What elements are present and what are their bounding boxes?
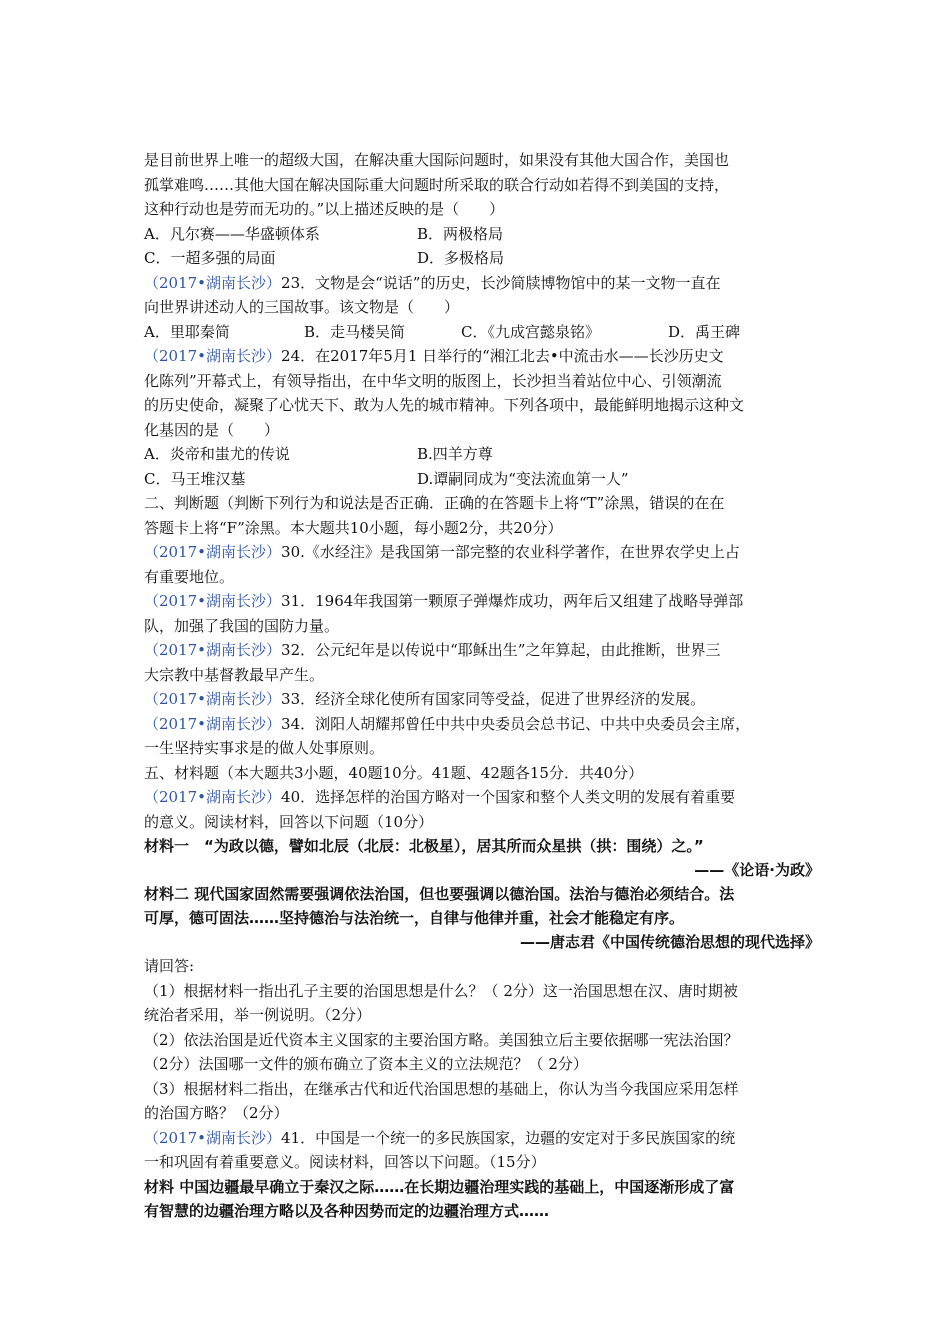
q40-subquestion: 统治者采用，举一例说明。（2分） — [144, 1006, 372, 1024]
source-tag: （2017•湖南长沙） — [144, 273, 282, 292]
q40-source-1: ——《论语·为政》 — [694, 861, 820, 879]
q23-text-line: 向世界讲述动人的三国故事。该文物是（ ） — [144, 298, 460, 316]
q22-text-line: 是目前世界上唯一的超级大国，在解决重大国际问题时，如果没有其他大国合作，美国也 — [144, 151, 730, 169]
q40-material-2: 材料二 现代国家固然需要强调依法治国，但也要强调以德治国。法治与德治必须结合。法 — [144, 885, 735, 903]
q24-text-line: 的历史使命，凝聚了心忧天下、敢为人先的城市精神。下列各项中，最能鲜明地揭示这种文 — [144, 396, 745, 414]
q40-text-line: 的意义。阅读材料，回答以下问题（10分） — [144, 812, 434, 831]
q40-prompt: 请回答: — [144, 957, 195, 975]
q40-material-1: 材料一 “为政以德，譬如北辰（北辰：北极星），居其所而众星拱（拱：围绕）之。” — [144, 837, 704, 855]
q23-text-line — [144, 271, 820, 296]
q24-text-line — [144, 344, 820, 369]
q40-material-2: 可厚，德可固法……坚持德治与法治统一，自律与他律并重，社会才能稳定有序。 — [144, 909, 685, 927]
source-tag: （2017•湖南长沙） — [144, 592, 282, 610]
q24-text-line: 化基因的是（ ） — [144, 420, 280, 439]
q41-material: 材料 中国边疆最早确立于秦汉之际……在长期边疆治理实践的基础上，中国逐渐形成了富 — [144, 1177, 735, 1196]
q41-material: 有智慧的边疆治理方略以及各种因势而定的边疆治理方式…… — [144, 1201, 550, 1220]
section-2-heading: 答题卡上将“F”涂黑。本大题共10小题，每小题2分，共20分） — [144, 518, 563, 537]
q32-text: 32．公元纪年是以传说中“耶稣出生”之年算起，由此推断，世界三 — [281, 641, 721, 659]
q41-text: 41．中国是一个统一的多民族国家，边疆的安定对于多民族国家的统 — [281, 1128, 736, 1147]
q32-text-line — [144, 638, 820, 663]
q34-text: 34．浏阳人胡耀邦曾任中共中央委员会总书记、中共中央委员会主席， — [281, 714, 751, 733]
q34-text-line — [144, 712, 820, 737]
q24-option-d: D.谭嗣同成为“变法流血第一人” — [417, 469, 629, 488]
q22-option-a: A．凡尔赛——华盛顿体系 — [144, 224, 320, 243]
q31-text: 31．1964年我国第一颗原子弹爆炸成功，两年后又组建了战略导弹部 — [281, 592, 744, 610]
q31-text-line: 队，加强了我国的国防力量。 — [144, 616, 340, 635]
q30-text-line — [144, 540, 820, 565]
q41-text-line — [144, 1126, 820, 1151]
q24-option-b: B.四羊方尊 — [417, 445, 493, 463]
q23-text: 23．文物是会“说话”的历史，长沙简牍博物馆中的某一文物一直在 — [281, 273, 721, 292]
q23-option-d: D．禹王碑 — [668, 322, 741, 341]
q40-subquestion: 的治国方略？（2分） — [144, 1104, 289, 1122]
source-tag: （2017•湖南长沙） — [144, 1128, 282, 1147]
q24-options-row — [144, 442, 820, 467]
q41-text-line: 一和巩固有着重要意义。阅读材料，回答以下问题。（15分） — [144, 1153, 546, 1171]
document-content — [144, 148, 820, 1223]
q22-options-row — [144, 246, 820, 271]
q40-subquestion: （3）根据材料二指出，在继承古代和近代治国思想的基础上，你认为当今我国应采用怎样 — [144, 1079, 739, 1098]
q22-option-b: B．两极格局 — [417, 224, 504, 243]
q24-text-line: 化陈列”开幕式上，有领导指出，在中华文明的版图上，长沙担当着站位中心、引领潮流 — [144, 371, 722, 390]
source-tag: （2017•湖南长沙） — [144, 641, 282, 659]
q40-subquestion: （1）根据材料一指出孔子主要的治国思想是什么？（ 2分）这一治国思想在汉、唐时期被 — [144, 981, 738, 1000]
q31-text-line — [144, 589, 820, 614]
source-tag: （2017•湖南长沙） — [144, 543, 282, 561]
q22-text-line: 这种行动也是劳而无功的。”以上描述反映的是（ ） — [144, 200, 505, 218]
q24-text: 24．在2017年5月1 日举行的“湘江北去•中流击水——长沙历史文 — [281, 347, 724, 365]
q32-text-line: 大宗教中基督教最早产生。 — [144, 665, 325, 684]
source-tag: （2017•湖南长沙） — [144, 347, 282, 365]
q24-option-a: A．炎帝和蚩尤的传说 — [144, 445, 290, 463]
q23-option-a: A．里耶秦简 — [144, 322, 230, 341]
q22-option-d: D．多极格局 — [417, 249, 505, 267]
q22-option-c: C．一超多强的局面 — [144, 249, 276, 267]
source-tag: （2017•湖南长沙） — [144, 788, 282, 806]
q24-option-c: C．马王堆汉墓 — [144, 469, 246, 488]
q34-text-line: 一生坚持实事求是的做人处事原则。 — [144, 739, 385, 757]
q24-options-row — [144, 467, 820, 492]
q23-option-c: C．《九成宫懿泉铭》 — [461, 322, 600, 341]
q33-text-line — [144, 687, 820, 712]
section-2-heading: 二、判断题（判断下列行为和说法是否正确．正确的在答题卡上将“T”涂黑，错误的在在 — [144, 494, 725, 512]
q30-text: 30.《水经注》是我国第一部完整的农业科学著作，在世界农学史上占 — [281, 543, 740, 561]
q33-text: 33．经济全球化使所有国家同等受益，促进了世界经济的发展。 — [281, 690, 706, 708]
q30-text-line: 有重要地位。 — [144, 567, 235, 586]
q40-source-2: ——唐志君《中国传统德治思想的现代选择》 — [519, 933, 820, 951]
q22-options-row — [144, 222, 820, 247]
q40-text-line — [144, 785, 820, 810]
q40-subquestion: （2分）法国哪一文件的颁布确立了资本主义的立法规范？（ 2分） — [144, 1055, 588, 1073]
q40-subquestion: （2）依法治国是近代资本主义国家的主要治国方略。美国独立后主要依据哪一宪法治国？ — [144, 1030, 739, 1049]
q22-text-line: 孤掌难鸣……其他大国在解决国际重大问题时所采取的联合行动如若得不到美国的支持， — [144, 175, 730, 194]
source-tag: （2017•湖南长沙） — [144, 714, 282, 733]
section-5-heading: 五、材料题（本大题共3小题，40题10分。41题、42题各15分．共40分） — [144, 763, 644, 782]
q23-options-row — [144, 320, 820, 345]
q40-text: 40．选择怎样的治国方略对一个国家和整个人类文明的发展有着重要 — [281, 788, 736, 806]
source-tag: （2017•湖南长沙） — [144, 690, 282, 708]
q23-option-b: B．走马楼吴简 — [304, 322, 406, 341]
